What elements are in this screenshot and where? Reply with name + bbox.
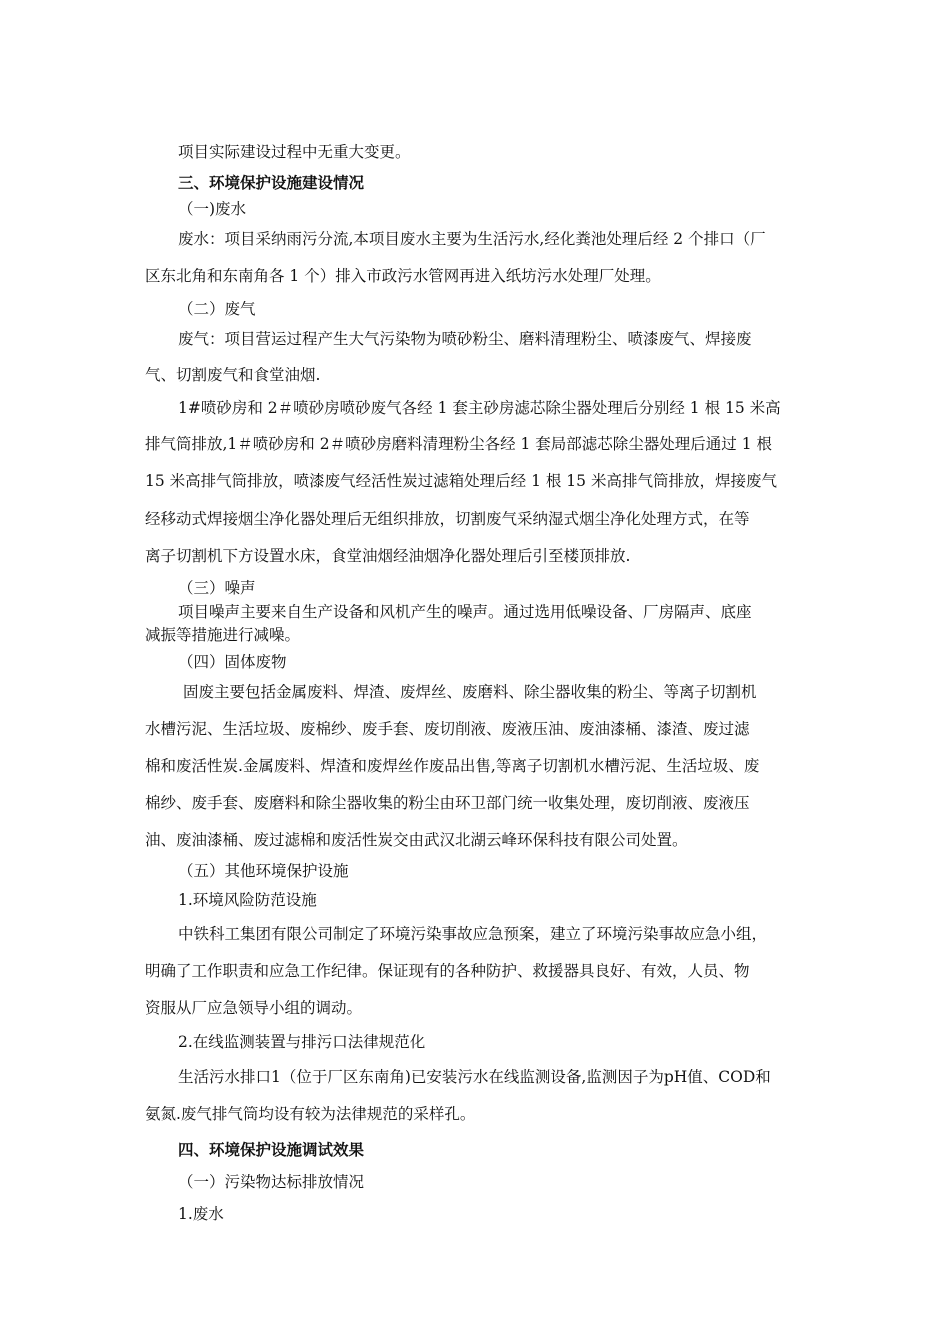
body-text: 1#喷砂房和 2＃喷砂房喷砂废气各经 1 套主砂房滤芯除尘器处理后分别经 1 根 15 米高: [178, 398, 781, 417]
subsection-heading: （四）固体废物: [178, 652, 287, 671]
body-text: 油、废油漆桶、废过滤棉和废活性炭交由武汉北湖云峰环保科技有限公司处置。: [145, 830, 688, 849]
item-heading: 2.在线监测装置与排污口法律规范化: [178, 1032, 426, 1051]
item-heading: 1.废水: [178, 1204, 224, 1223]
subsection-heading: （一)废水: [178, 199, 247, 218]
subsection-heading: （五）其他环境保护设施: [178, 861, 349, 880]
body-text: 明确了工作职责和应急工作纪律。保证现有的各种防护、救援器具良好、有效，人员、物: [145, 961, 750, 980]
body-text: 废气：项目营运过程产生大气污染物为喷砂粉尘、磨料清理粉尘、喷漆废气、焊接废: [178, 329, 752, 348]
body-text: 棉和废活性炭.金属废料、焊渣和废焊丝作废品出售,等离子切割机水槽污泥、生活垃圾、废: [145, 756, 760, 775]
section-heading: 三、环境保护设施建设情况: [178, 172, 365, 192]
body-text: 经移动式焊接烟尘净化器处理后无组织排放，切割废气采纳湿式烟尘净化处理方式，在等: [145, 509, 750, 528]
section-heading: 四、环境保护设施调试效果: [178, 1139, 365, 1159]
body-text: 减振等措施进行减噪。: [145, 625, 301, 644]
body-text: 排气筒排放,1＃喷砂房和 2＃喷砂房磨料清理粉尘各经 1 套局部滤芯除尘器处理后通过 1 根: [145, 434, 773, 453]
body-text: 水槽污泥、生活垃圾、废棉纱、废手套、废切削液、废液压油、废油漆桶、漆渣、废过滤: [145, 719, 750, 738]
body-text: 废水：项目采纳雨污分流,本项目废水主要为生活污水,经化粪池处理后经 2 个排口（厂: [178, 229, 766, 248]
body-text: 离子切割机下方设置水床，食堂油烟经油烟净化器处理后引至楼顶排放.: [145, 546, 631, 565]
body-text: 棉纱、废手套、废磨料和除尘器收集的粉尘由环卫部门统一收集处理，废切削液、废液压: [145, 793, 750, 812]
body-text: 资服从厂应急领导小组的调动。: [145, 998, 363, 1017]
body-text: 固废主要包括金属废料、焊渣、废焊丝、废磨料、除尘器收集的粉尘、等离子切割机: [183, 682, 757, 701]
body-text: 项目噪声主要来自生产设备和风机产生的噪声。通过选用低噪设备、厂房隔声、底座: [178, 602, 752, 621]
body-text: 15 米高排气筒排放，喷漆废气经活性炭过滤箱处理后经 1 根 15 米高排气筒排放，焊接废气: [145, 471, 777, 490]
body-text: 气、切割废气和食堂油烟.: [145, 365, 321, 384]
body-text: 项目实际建设过程中无重大变更。: [178, 142, 411, 161]
body-text: 中铁科工集团有限公司制定了环境污染事故应急预案，建立了环境污染事故应急小组，: [178, 924, 768, 943]
subsection-heading: （三）噪声: [178, 578, 256, 597]
body-text: 生活污水排口1（位于厂区东南角)已安装污水在线监测设备,监测因子为pH值、COD和: [178, 1067, 771, 1086]
subsection-heading: （二）废气: [178, 299, 256, 318]
body-text: 区东北角和东南角各 1 个）排入市政污水管网再进入纸坊污水处理厂处理。: [145, 266, 661, 285]
item-heading: 1.环境风险防范设施: [178, 890, 317, 909]
subsection-heading: （一）污染物达标排放情况: [178, 1172, 365, 1191]
body-text: 氨氮.废气排气筒均设有较为法律规范的采样孔。: [145, 1104, 476, 1123]
